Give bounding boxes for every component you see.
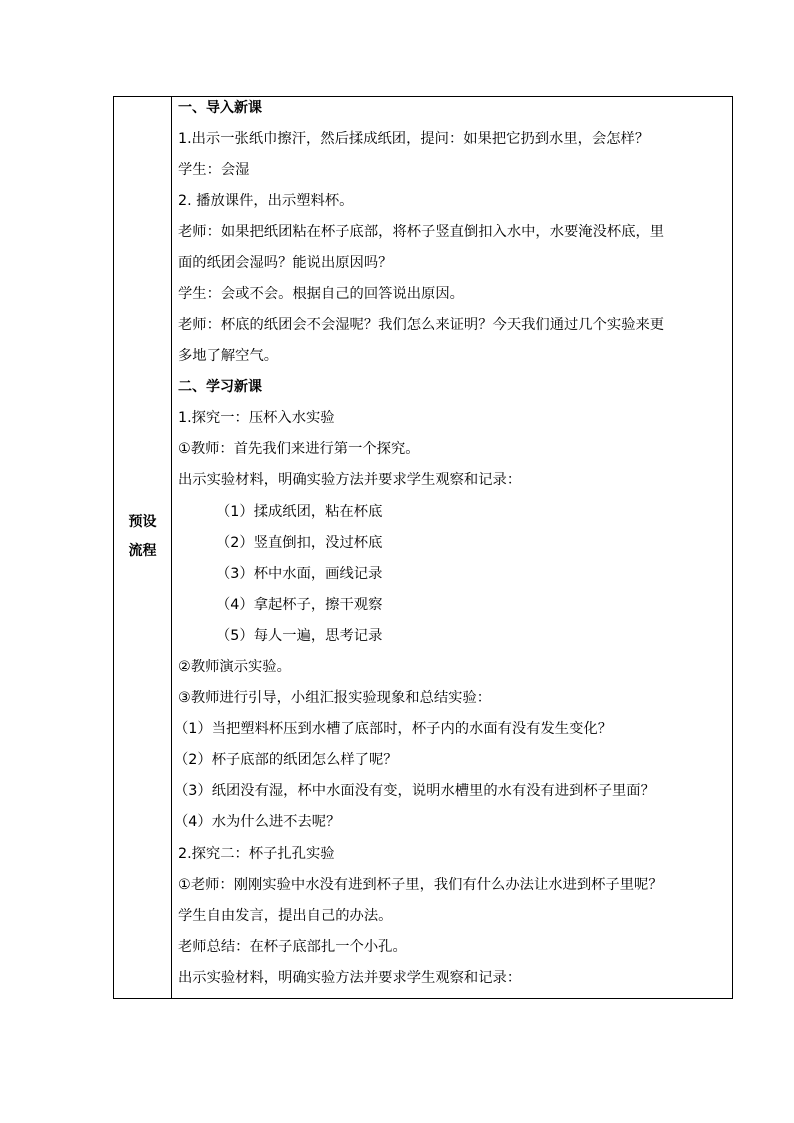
step-item: （3）杯中水面，画线记录 [216,566,383,582]
content-line: 2.探究二：杯子扎孔实验 [178,846,335,862]
content-line: 1.探究一：压杯入水实验 [178,410,335,426]
step-item: （4）拿起杯子，擦干观察 [216,597,383,613]
content-line: 出示实验材料，明确实验方法并要求学生观察和记录： [178,970,522,986]
content-line: ①老师：刚刚实验中水没有进到杯子里，我们有什么办法让水进到杯子里呢？ [178,877,663,893]
lesson-plan-table [113,96,733,999]
row-label-cell [114,97,172,998]
row-label [114,508,171,566]
question-item: （1）当把塑料杯压到水槽了底部时，杯子内的水面有没有发生变化？ [174,721,612,737]
content-line: 老师：如果把纸团粘在杯子底部，将杯子竖直倒扣入水中，水要淹没杯底，里 [178,224,665,240]
row-label-line-1: 预设 [128,514,157,530]
step-item: （1）揉成纸团，粘在杯底 [216,504,383,520]
content-line: 学生自由发言，提出自己的办法。 [178,908,393,924]
content-line: 2. 播放课件，出示塑料杯。 [178,193,354,209]
content-line: 老师总结：在杯子底部扎一个小孔。 [178,939,407,955]
content-line: 学生：会湿 [178,162,250,178]
content-line: 1.出示一张纸巾擦汗，然后揉成纸团，提问：如果把它扔到水里，会怎样？ [178,131,650,147]
content-line: 学生：会或不会。根据自己的回答说出原因。 [178,286,464,302]
section-heading: 二、学习新课 [178,379,262,395]
step-item: （2）竖直倒扣，没过杯底 [216,535,383,551]
question-item: （2）杯子底部的纸团怎么样了呢？ [174,752,398,768]
question-item: （3）纸团没有湿，杯中水面没有变，说明水槽里的水有没有进到杯子里面？ [174,783,655,799]
content-cell [172,97,732,998]
content-line: ③教师进行引导，小组汇报实验现象和总结实验： [178,690,492,706]
question-item: （4）水为什么进不去呢？ [174,814,341,830]
section-heading: 一、导入新课 [178,100,262,116]
content-line: 多地了解空气。 [178,348,279,364]
content-line: ①教师：首先我们来进行第一个探究。 [178,441,420,457]
step-item: （5）每人一遍，思考记录 [216,628,383,644]
content-line: 老师：杯底的纸团会不会湿呢？我们怎么来证明？今天我们通过几个实验来更 [178,317,665,333]
content-line: 面的纸团会湿吗？能说出原因吗？ [178,255,393,271]
content-line: 出示实验材料，明确实验方法并要求学生观察和记录： [178,472,522,488]
row-label-line-2: 流程 [128,543,157,559]
content-line: ②教师演示实验。 [178,659,291,675]
